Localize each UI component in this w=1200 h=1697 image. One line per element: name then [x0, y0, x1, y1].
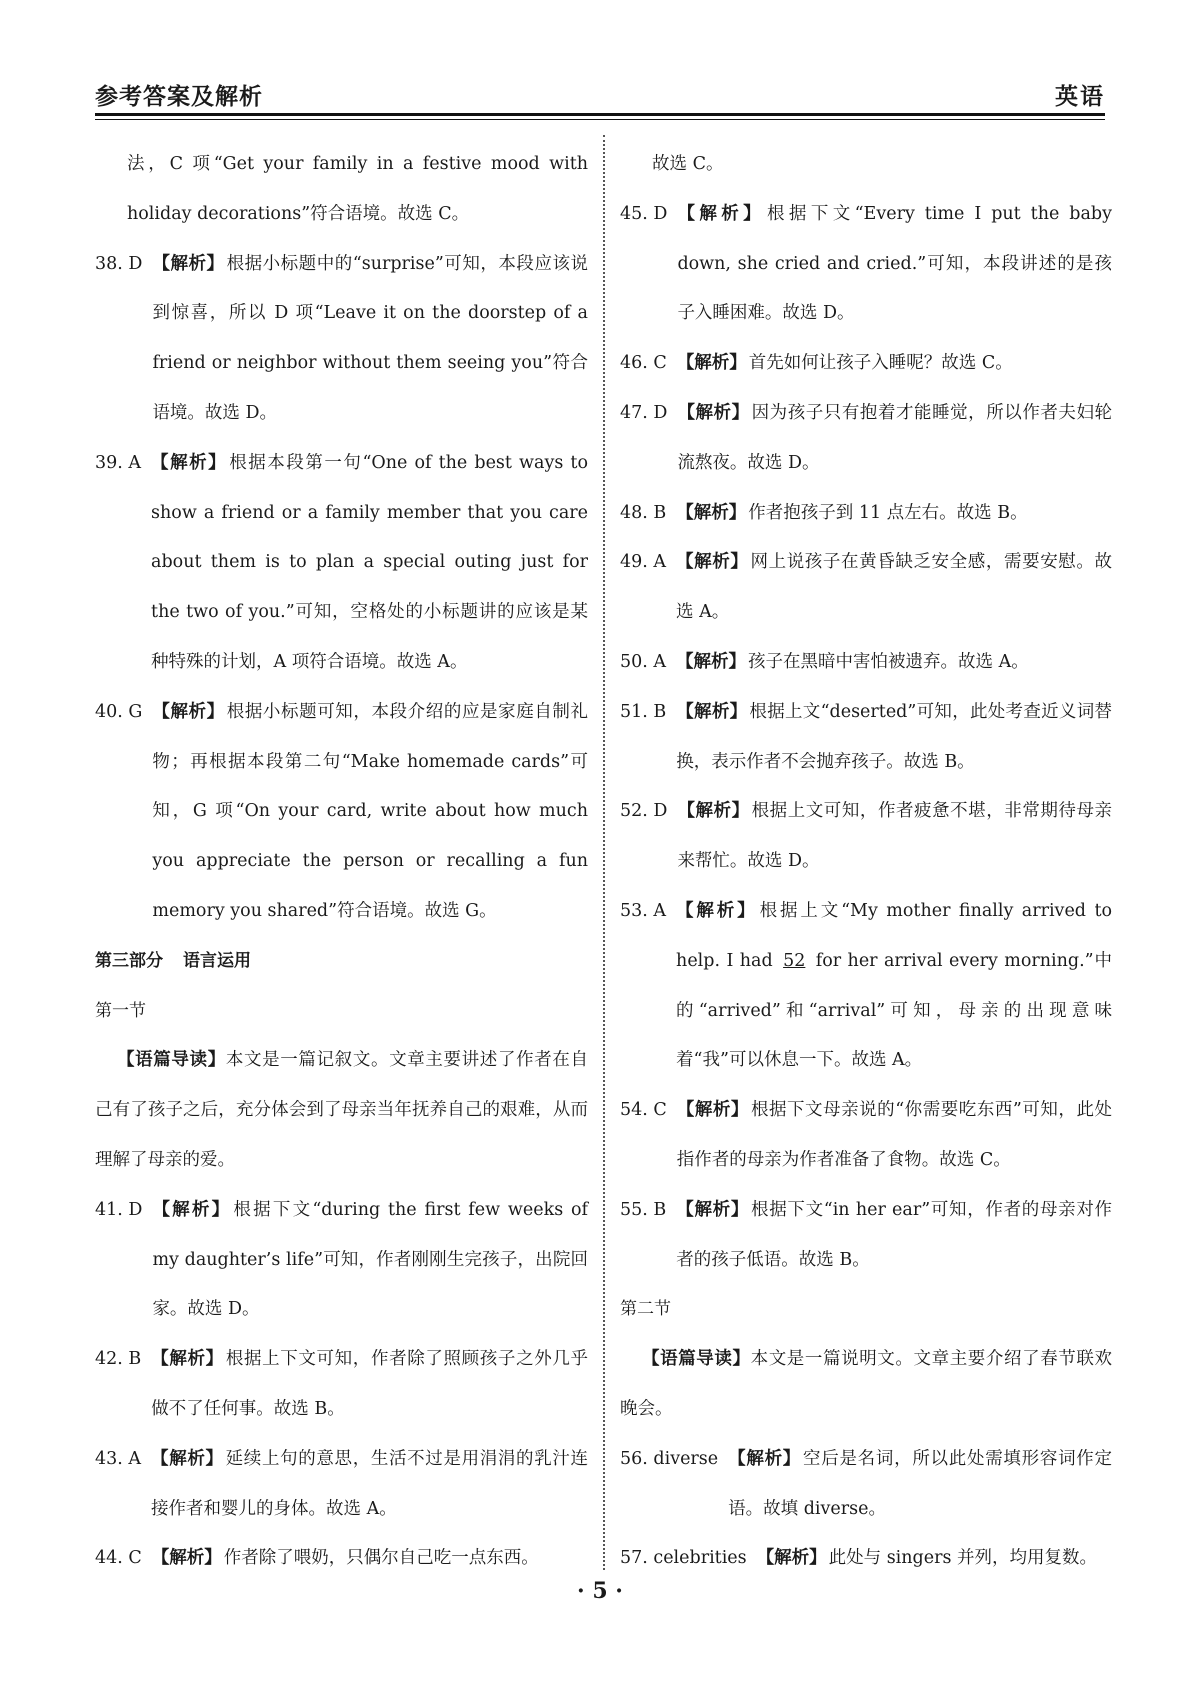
answer-item — [620, 1086, 1112, 1186]
passage-guide — [95, 1036, 588, 1185]
answer-text — [152, 240, 588, 439]
answer-text — [677, 339, 1112, 389]
answer-text — [676, 688, 1112, 788]
answer-item — [620, 638, 1112, 688]
analysis-tag: 【解析】 — [676, 900, 758, 921]
part-label: 第三部分 — [95, 950, 163, 971]
answer-text — [152, 688, 588, 937]
analysis-text: 根据下文母亲说的“你需要吃东西”可知，此处指作者的母亲为作者准备了食物。故选 C。 — [676, 1100, 1112, 1170]
answer-number: 45. D — [620, 203, 668, 224]
analysis-text: 此处与 singers 并列，均用复数。 — [828, 1548, 1098, 1569]
column-divider — [603, 135, 605, 1570]
answer-item — [620, 787, 1112, 887]
answer-text — [151, 1335, 588, 1435]
answer-item — [95, 1186, 588, 1335]
analysis-text: 根据下文“in her ear”可知，作者的母亲对作者的孩子低语。故选 B。 — [676, 1199, 1112, 1270]
analysis-text: 根据上文“deserted”可知，此处考查近义词替换，表示作者不会抛弃孩子。故选 B。 — [676, 701, 1112, 772]
answer-text — [151, 439, 588, 688]
answer-text — [728, 1435, 1112, 1535]
answer-number: 43. A — [95, 1448, 142, 1469]
guide-text: 本文是一篇记叙文。文章主要讲述了作者在自己有了孩子之后，充分体会到了母亲当年抚养自己的艰难，从而理解了母亲的爱。 — [95, 1050, 589, 1170]
analysis-tag: 【解析】 — [676, 1100, 749, 1121]
analysis-tag: 【解析】 — [677, 801, 750, 822]
answer-item — [620, 1534, 1112, 1584]
answer-text — [676, 1186, 1112, 1286]
answer-number: 46. C — [620, 353, 667, 374]
page-number: · 5 · — [577, 1578, 623, 1604]
analysis-tag: 【解析】 — [152, 253, 225, 274]
header-title: 参考答案及解析 — [95, 83, 263, 110]
section-heading: 第一节 — [95, 1000, 146, 1021]
answer-text — [677, 190, 1112, 339]
analysis-text: 空后是名词，所以此处需填形容词作定语。故填 diverse。 — [728, 1448, 1113, 1519]
answer-item — [620, 1435, 1112, 1535]
answer-number: 54. C — [620, 1100, 667, 1121]
analysis-tag: 【解析】 — [151, 1448, 224, 1469]
analysis-text: 根据上下文可知，作者除了照顾孩子之外几乎做不了任何事。故选 B。 — [151, 1349, 588, 1419]
left-column — [95, 140, 588, 1584]
answer-number: 51. B — [620, 701, 667, 722]
answer-number: 47. D — [620, 402, 668, 423]
analysis-tag: 【解析】 — [152, 1199, 232, 1220]
blank-number: 52 — [783, 950, 806, 971]
answer-item — [95, 439, 588, 688]
answer-number: 49. A — [620, 552, 667, 573]
analysis-tag: 【解析】 — [152, 701, 225, 722]
analysis-tag: 【解析】 — [151, 452, 228, 473]
answer-text — [676, 887, 1112, 1086]
analysis-tag: 【解析】 — [677, 203, 766, 224]
analysis-tag: 【解析】 — [151, 1349, 224, 1370]
answer-number: 55. B — [620, 1199, 667, 1220]
answer-text — [677, 787, 1112, 887]
answer-item — [620, 389, 1112, 489]
guide-text: 本文是一篇说明文。文章主要介绍了春节联欢晚会。 — [620, 1349, 1113, 1419]
answer-list-54-55 — [620, 1086, 1112, 1285]
analysis-tag: 【解析】 — [676, 651, 747, 672]
analysis-tag: 【解析】 — [676, 1199, 750, 1220]
answer-number: 41. D — [95, 1199, 143, 1220]
analysis-text: 网上说孩子在黄昏缺乏安全感，需要安慰。故选 A。 — [676, 552, 1113, 623]
analysis-text: 作者抱孩子到 11 点左右。故选 B。 — [748, 502, 1028, 523]
answer-text — [676, 538, 1112, 638]
analysis-text: 首先如何让孩子入睡呢？故选 C。 — [748, 353, 1013, 374]
answer-item — [620, 538, 1112, 638]
answer-item — [95, 1534, 588, 1584]
answer-number: 44. C — [95, 1548, 142, 1569]
analysis-tag: 【解析】 — [677, 402, 750, 423]
answer-number: 50. A — [620, 651, 667, 672]
answer-text — [152, 1534, 588, 1584]
guide-tag: 【语篇导读】 — [117, 1050, 226, 1071]
analysis-tag: 【解析】 — [676, 701, 748, 722]
answer-number: 48. B — [620, 502, 667, 523]
answer-list-56-57 — [620, 1435, 1112, 1584]
header-rule-thin — [95, 119, 1105, 120]
analysis-text: 根据小标题中的“surprise”可知，本段应该说到惊喜，所以 D 项“Leave it on the doorstep of a friend or neighbor without them seeing you”符合语境。故选 D。 — [152, 253, 589, 423]
analysis-text: 孩子在黑暗中害怕被遗弃。故选 A。 — [748, 651, 1029, 672]
answer-text — [152, 1186, 588, 1335]
answer-text — [676, 489, 1112, 539]
analysis-tag: 【解析】 — [728, 1448, 802, 1469]
analysis-text-post: for her arrival every morning.”中的“arrived”和“arrival”可知，母亲的出现意味着“我”可以休息一下。故选 A。 — [676, 950, 1112, 1071]
analysis-text: 根据小标题可知，本段介绍的应是家庭自制礼物；再根据本段第二句“Make homemade cards”可知，G 项“On your card, write about how much you appreciate the person or recalling a fun memory you shared”符合语境。故选 G。 — [152, 701, 589, 921]
analysis-tag: 【解析】 — [676, 552, 749, 573]
analysis-tag: 【解析】 — [676, 502, 747, 523]
answer-item — [620, 190, 1112, 339]
answer-text — [677, 1086, 1112, 1186]
analysis-text: 根据下文“Every time I put the baby down, she cried and cried.”可知，本段讲述的是孩子入睡困难。故选 D。 — [677, 203, 1113, 324]
answer-number: 40. G — [95, 701, 143, 722]
answer-item — [620, 1186, 1112, 1286]
answer-text — [676, 638, 1112, 688]
answer-list-38-40 — [95, 240, 588, 937]
right-column — [620, 140, 1112, 1584]
analysis-tag: 【解析】 — [151, 1548, 222, 1569]
answer-item — [95, 1335, 588, 1435]
section-heading: 第二节 — [620, 1299, 671, 1320]
answer-text — [151, 1435, 588, 1535]
answer-text — [757, 1534, 1112, 1584]
answer-item — [95, 240, 588, 439]
answer-37-continuation: 法，C 项“Get your family in a festive mood with holiday decorations”符合语境。故选 C。 — [127, 154, 588, 224]
answer-item-53 — [620, 887, 1112, 1086]
answer-number: 56. diverse — [620, 1448, 719, 1469]
answer-number: 53. A — [620, 900, 667, 921]
analysis-text-pre: 根据上文“My mother finally arrived to help. I had — [676, 900, 1113, 971]
header-subject: 英语 — [1055, 83, 1105, 110]
answer-list-45-52 — [620, 190, 1112, 887]
passage-guide — [620, 1335, 1112, 1435]
answer-number: 38. D — [95, 253, 143, 274]
analysis-text: 根据下文“during the first few weeks of my daughter’s life”可知，作者刚刚生完孩子，出院回家。故选 D。 — [152, 1199, 589, 1320]
analysis-text: 根据上文可知，作者疲惫不堪，非常期待母亲来帮忙。故选 D。 — [677, 801, 1113, 872]
answer-number: 42. B — [95, 1349, 142, 1370]
part-heading — [95, 937, 588, 987]
answer-number: 39. A — [95, 452, 142, 473]
answer-item — [620, 489, 1112, 539]
analysis-text: 根据本段第一句“One of the best ways to show a friend or a family member that you care about them is to plan a special outing just for the two of you.”可知，空格处的小标题讲的应该是某种特殊的计划，A 项符合语境。故选 A。 — [151, 452, 588, 672]
answer-item — [620, 688, 1112, 788]
answer-item — [95, 1435, 588, 1535]
analysis-tag: 【解析】 — [676, 353, 747, 374]
answer-text — [677, 389, 1112, 489]
header-rule-thick — [95, 113, 1105, 116]
guide-tag: 【语篇导读】 — [642, 1349, 751, 1370]
answer-item — [95, 688, 588, 937]
analysis-tag: 【解析】 — [756, 1548, 827, 1569]
answer-44-continuation: 故选 C。 — [652, 154, 724, 174]
answer-number: 52. D — [620, 801, 668, 822]
part-title: 语言运用 — [183, 950, 251, 971]
analysis-text: 延续上句的意思，生活不过是用涓涓的乳汁连接作者和婴儿的身体。故选 A。 — [151, 1448, 589, 1519]
analysis-text: 因为孩子只有抱着才能睡觉，所以作者夫妇轮流熬夜。故选 D。 — [677, 402, 1113, 473]
answer-item — [620, 339, 1112, 389]
page-header — [95, 78, 1105, 114]
answer-number: 57. celebrities — [620, 1548, 747, 1569]
analysis-text: 作者除了喂奶，只偶尔自己吃一点东西。 — [223, 1548, 539, 1569]
answer-list-41-44 — [95, 1186, 588, 1584]
